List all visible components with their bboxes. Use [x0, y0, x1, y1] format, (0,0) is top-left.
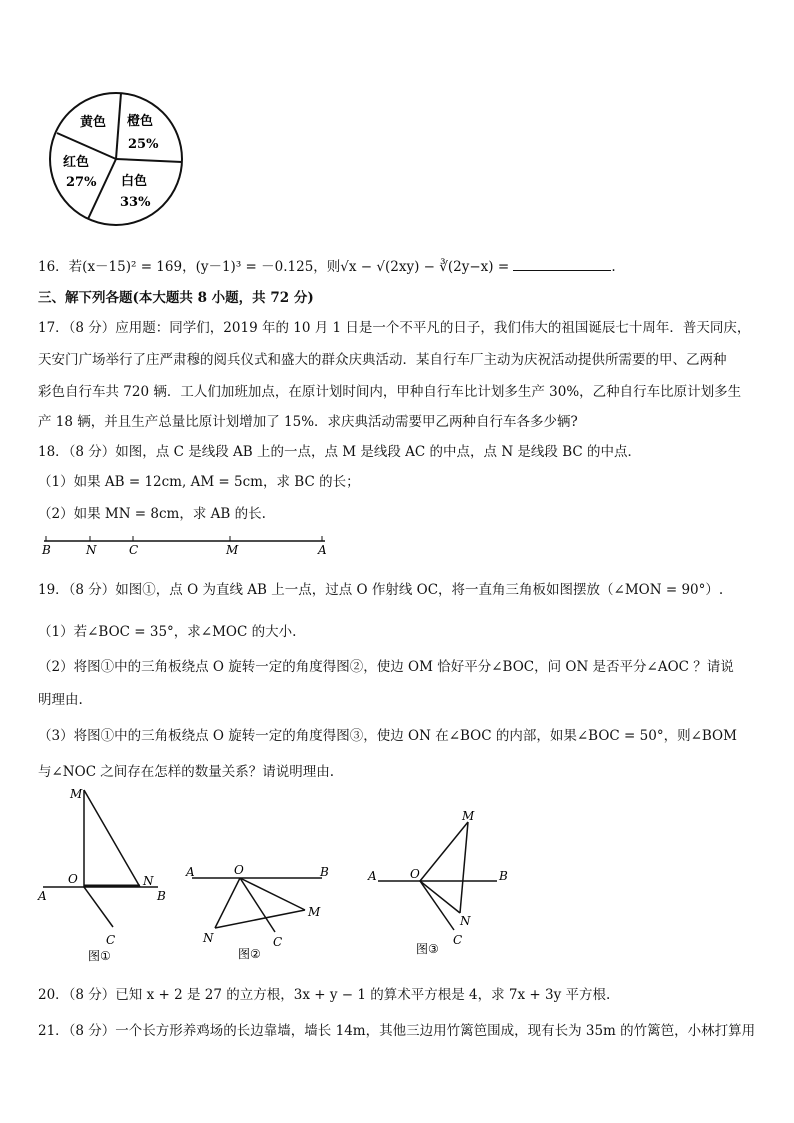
fig3-label-c: C	[453, 933, 463, 947]
question-19-part-2-cont: 明理由.	[38, 692, 83, 708]
fig2-label-a: A	[186, 865, 195, 879]
pie-value-red: 27%	[66, 175, 97, 190]
question-20: 20．（8 分）已知 x + 2 是 27 的立方根，3x + y − 1 的算术平方根是 4，求 7x + 3y 平方根.	[38, 987, 611, 1003]
fig1-caption: 图①	[88, 949, 111, 963]
question-17-line-3: 彩色自行车共 720 辆．工人们加班加点，在原计划时间内，甲种自行车比计划多生产 30%，乙种自行车比原计划多生	[38, 384, 742, 400]
fig3-side-om	[420, 822, 468, 881]
question-18-line-1: 18．（8 分）如图，点 C 是线段 AB 上的一点，点 M 是线段 AC 的中点，点 N 是线段 BC 的中点．	[38, 444, 642, 460]
fig3-label-m: M	[462, 809, 475, 823]
figure-2	[185, 863, 329, 961]
question-17-line-2: 天安门广场举行了庄严肃穆的阅兵仪式和盛大的群众庆典活动．某自行车厂主动为庆祝活动提供所需要的甲、乙两种	[38, 352, 727, 368]
question-18-part-1: （1）如果 AB = 12cm, AM = 5cm，求 BC 的长；	[38, 474, 360, 490]
question-19-part-1: （1）若∠BOC = 35°，求∠MOC 的大小.	[38, 624, 297, 640]
pie-label-orange: 橙色	[127, 114, 154, 129]
point-b-label: B	[42, 543, 51, 557]
question-19-part-3: （3）将图①中的三角板绕点 O 旋转一定的角度得图③，使边 ON 在∠BOC 的内部，如果∠BOC = 50°，则∠BOM	[38, 728, 737, 744]
fig2-label-m: M	[308, 905, 321, 919]
fig1-label-n: N	[143, 874, 154, 888]
question-19-line-1: 19．（8 分）如图①，点 O 为直线 AB 上一点，过点 O 作射线 OC，将一直角三角板如图摆放（∠MON = 90°）.	[38, 582, 724, 598]
fig3-label-n: N	[460, 914, 471, 928]
fig1-ray-oc	[84, 887, 113, 927]
pie-value-orange: 25%	[128, 137, 159, 152]
figure-3	[367, 809, 508, 956]
fig1-side-mn	[84, 790, 140, 887]
pie-label-white: 白色	[121, 174, 148, 189]
fig1-label-b: B	[157, 889, 166, 903]
fig3-label-a: A	[368, 869, 377, 883]
fig3-ray-oc	[420, 881, 454, 930]
pie-value-white: 33%	[120, 195, 151, 210]
pie-label-red: 红色	[63, 155, 90, 170]
fig3-side-mn	[460, 822, 468, 913]
question-16-text: 16．若(x－15)² = 169，(y－1)³ = －0.125，则√x − √(2xy) − ∛(2y−x) =	[38, 259, 514, 275]
fig2-label-c: C	[273, 935, 283, 949]
fig2-label-n: N	[203, 931, 214, 945]
question-21: 21．（8 分）一个长方形养鸡场的长边靠墙，墙长 14m，其他三边用竹篱笆围成，现有长为 35m 的竹篱笆，小林打算用	[38, 1023, 756, 1039]
fig1-label-c: C	[106, 933, 116, 947]
fig2-side-mn	[215, 910, 305, 928]
pie-label-yellow: 黄色	[80, 115, 107, 130]
fig1-label-o: O	[68, 872, 78, 886]
section-3-title: 三、解下列各题(本大题共 8 小题，共 72 分)	[38, 290, 314, 306]
fig3-label-o: O	[410, 867, 420, 881]
question-17-line-4: 产 18 辆，并且生产总量比原计划增加了 15%．求庆典活动需要甲乙两种自行车各多少辆?	[38, 414, 578, 430]
question-16-end: .	[611, 259, 616, 275]
fig3-caption: 图③	[416, 942, 439, 956]
question-19-part-2: （2）将图①中的三角板绕点 O 旋转一定的角度得图②，使边 OM 恰好平分∠BOC，问 ON 是否平分∠AOC ？请说	[38, 659, 734, 675]
fig2-label-o: O	[234, 863, 244, 877]
point-m-label: M	[226, 543, 239, 557]
point-a-label: A	[318, 543, 327, 557]
fig2-label-b: B	[320, 865, 329, 879]
fig1-label-a: A	[38, 889, 47, 903]
fig3-side-on	[420, 881, 460, 913]
point-n-label: N	[86, 543, 97, 557]
question-19-part-3-cont: 与∠NOC 之间存在怎样的数量关系？请说明理由.	[38, 764, 335, 780]
point-c-label: C	[129, 543, 139, 557]
fig2-side-on	[215, 878, 240, 928]
question-18-part-2: （2）如果 MN = 8cm，求 AB 的长.	[38, 506, 266, 522]
figure-1	[37, 787, 166, 963]
fig1-label-m: M	[70, 787, 83, 801]
fig3-label-b: B	[499, 869, 508, 883]
question-17-line-1: 17．（8 分）应用题：同学们，2019 年的 10 月 1 日是一个不平凡的日子，我们伟大的祖国诞辰七十周年．普天同庆，	[38, 320, 751, 336]
fig2-caption: 图②	[238, 947, 261, 961]
